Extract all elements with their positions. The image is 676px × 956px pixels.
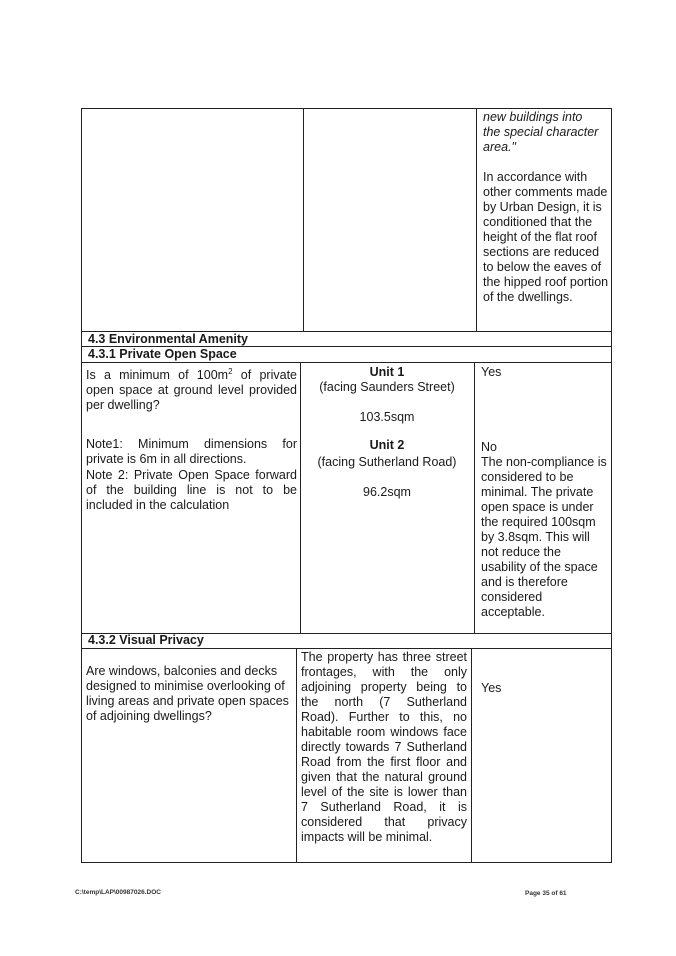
question-text-end: of private open space at ground level provided per dwelling?: [86, 368, 297, 412]
urban-design-comment: In accordance with other comments made by Urban Design, it is conditioned that the height of the flat roof sections are reduced to below the eaves of the hipped roof portion of the dwellings.: [483, 170, 609, 304]
unit-2-compliance: No: [481, 440, 497, 454]
table-divider: [471, 649, 472, 863]
table-rule: [81, 648, 612, 649]
unit-2-title: Unit 2: [369, 438, 405, 452]
unit-2-facing: (facing Sutherland Road): [317, 455, 457, 469]
table-divider: [476, 108, 477, 331]
unit-1-facing: (facing Saunders Street): [319, 380, 455, 394]
visual-privacy-assessment: The property has three street frontages, with the only adjoining property being to the north (7 Sutherland Road). Further to this, no habitable room windows face directly towards 7 Sutherland Road from the first floor and given that the natural ground level of the site is lower than 7 Sutherland Road, it is considered that privacy impacts will be minimal.: [301, 650, 467, 844]
section-heading-4-3-1: 4.3.1 Private Open Space: [88, 347, 237, 361]
visual-privacy-question: Are windows, balconies and decks designed to minimise overlooking of living areas and private open spaces of adjoining dwellings?: [86, 664, 289, 723]
unit-1-compliance: Yes: [481, 365, 502, 379]
table-border-left: [81, 108, 82, 863]
note-2: Note 2: Private Open Space forward of the building line is not to be included in the calculation: [86, 468, 297, 512]
private-open-space-question: [86, 368, 297, 413]
unit-1-area: 103.5sqm: [359, 410, 415, 424]
table-divider: [303, 108, 304, 331]
table-border-top: [81, 108, 612, 109]
special-character-area-quote: new buildings into the special character area.": [483, 110, 599, 154]
table-border-right: [611, 108, 612, 863]
section-heading-4-3-2: 4.3.2 Visual Privacy: [88, 633, 204, 647]
table-rule: [81, 362, 612, 363]
table-border-bottom: [81, 862, 612, 863]
table-divider: [296, 649, 297, 863]
page-number: Page 35 of 61: [525, 890, 567, 897]
visual-privacy-compliance: Yes: [481, 681, 502, 695]
unit-1-title: Unit 1: [369, 365, 405, 379]
document-path: C:\temp\LAP\00987026.DOC: [75, 889, 161, 896]
table-divider: [474, 363, 475, 633]
section-heading-4-3: 4.3 Environmental Amenity: [88, 332, 248, 346]
unit-2-area: 96.2sqm: [363, 485, 411, 499]
note-1: Note1: Minimum dimensions for private is 6m in all directions.: [86, 437, 297, 466]
question-text-start: Is a minimum of 100m: [86, 368, 229, 382]
squared-superscript: 2: [228, 366, 233, 376]
unit-2-non-compliance-comment: The non-compliance is considered to be minimal. The private open space is under the required 100sqm by 3.8sqm. This will not reduce the usability of the space and is therefore considered acceptable.: [481, 455, 607, 619]
